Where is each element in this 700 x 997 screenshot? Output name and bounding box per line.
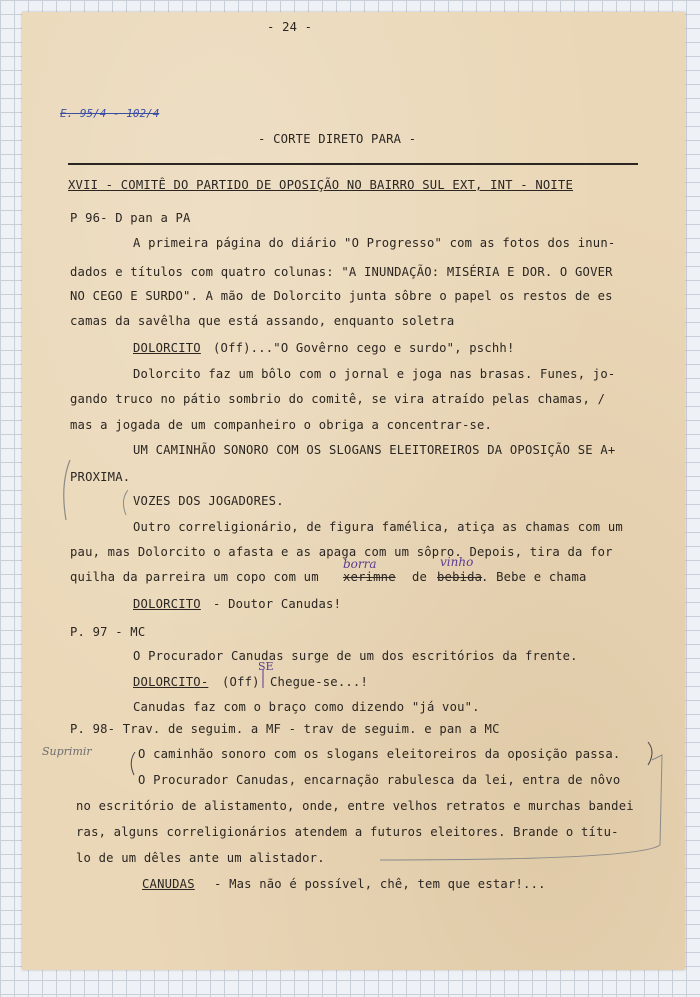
handwritten-correction: SE (258, 660, 274, 673)
action-line: NO CEGO E SURDO". A mão de Dolorcito junta sôbre o papel os restos de es (70, 289, 613, 303)
action-line: pau, mas Dolorcito o afasta e as apaga com um sôpro. Depois, tira da for (70, 545, 613, 559)
action-line: UM CAMINHÃO SONORO COM OS SLOGANS ELEITOREIROS DA OPOSIÇÃO SE A+ (133, 443, 616, 457)
action-line: lo de um dêles ante um alistador. (76, 851, 325, 865)
sound-cue: VOZES DOS JOGADORES. (133, 494, 284, 508)
struck-word: bebida (437, 570, 483, 584)
character-name: CANUDAS (142, 877, 195, 891)
action-line: camas da savêlha que está assando, enquanto soletra (70, 314, 455, 328)
dialogue: - Mas não é possível, chê, tem que estar!... (214, 877, 546, 891)
action-line: O Procurador Canudas surge de um dos escritórios da frente. (133, 649, 578, 663)
action-line: PROXIMA. (70, 470, 131, 484)
heading-rule-top (68, 163, 638, 165)
action-line: gando truco no pátio sombrio do comitê, se vira atraído pelas chamas, / (70, 392, 606, 406)
character-name: DOLORCITO (133, 341, 201, 355)
cut-heading: - CORTE DIRETO PARA - (258, 132, 417, 146)
dialogue-off: (Off) (222, 675, 260, 689)
struck-code: E. 95/4 - 102/4 (60, 107, 160, 120)
shot-96: P 96- D pan a PA (70, 211, 191, 225)
handwritten-correction: vinho (440, 555, 474, 569)
action-line: Outro correligionário, de figura famélica, atiça as chamas com um (133, 520, 623, 534)
action-line: Canudas faz com o braço como dizendo "já vou". (133, 700, 480, 714)
action-line: mas a jogada de um companheiro o obriga a concentrar-se. (70, 418, 493, 432)
action-line: dados e títulos com quatro colunas: "A INUNDAÇÃO: MISÉRIA E DOR. O GOVER (70, 265, 613, 279)
handwritten-correction: borra (343, 557, 377, 571)
page-number: - 24 - (267, 20, 313, 34)
action-line: Dolorcito faz um bôlo com o jornal e joga nas brasas. Funes, jo- (133, 367, 616, 381)
action-line: ras, alguns correligionários atendem a futuros eleitores. Brande o títu- (76, 825, 619, 839)
action-line: O caminhão sonoro com os slogans eleitoreiros da oposição passa. (138, 747, 621, 761)
action-line: A primeira página do diário "O Progresso" com as fotos dos inun- (133, 236, 616, 250)
character-name: DOLORCITO (133, 597, 201, 611)
scene-heading: XVII - COMITÊ DO PARTIDO DE OPOSIÇÃO NO BAIRRO SUL EXT, INT - NOITE (68, 178, 574, 192)
dialogue: - Doutor Canudas! (213, 597, 342, 611)
action-word: . Bebe e chama (481, 570, 587, 584)
bracket-truck-right (648, 742, 652, 765)
shot-98: P. 98- Trav. de seguim. a MF - trav de seguim. e pan a MC (70, 722, 500, 736)
handwritten-note: Suprimir (42, 745, 92, 758)
struck-word: xerimne (343, 570, 396, 584)
bracket-truck (131, 752, 135, 775)
action-line: O Procurador Canudas, encarnação rabulesca da lei, entra de nôvo (138, 773, 621, 787)
shot-97: P. 97 - MC (70, 625, 146, 639)
action-line: quilha da parreira um copo com um (70, 570, 319, 584)
dialogue: (Off)..."O Govêrno cego e surdo", pschh! (213, 341, 515, 355)
dialogue: Chegue-se...! (270, 675, 368, 689)
action-line: no escritório de alistamento, onde, entre velhos retratos e murchas bandei (76, 799, 634, 813)
bracket-voices (123, 490, 128, 515)
margin-bracket-left (64, 460, 70, 520)
action-word: de (412, 570, 428, 584)
character-name: DOLORCITO- (133, 675, 209, 689)
